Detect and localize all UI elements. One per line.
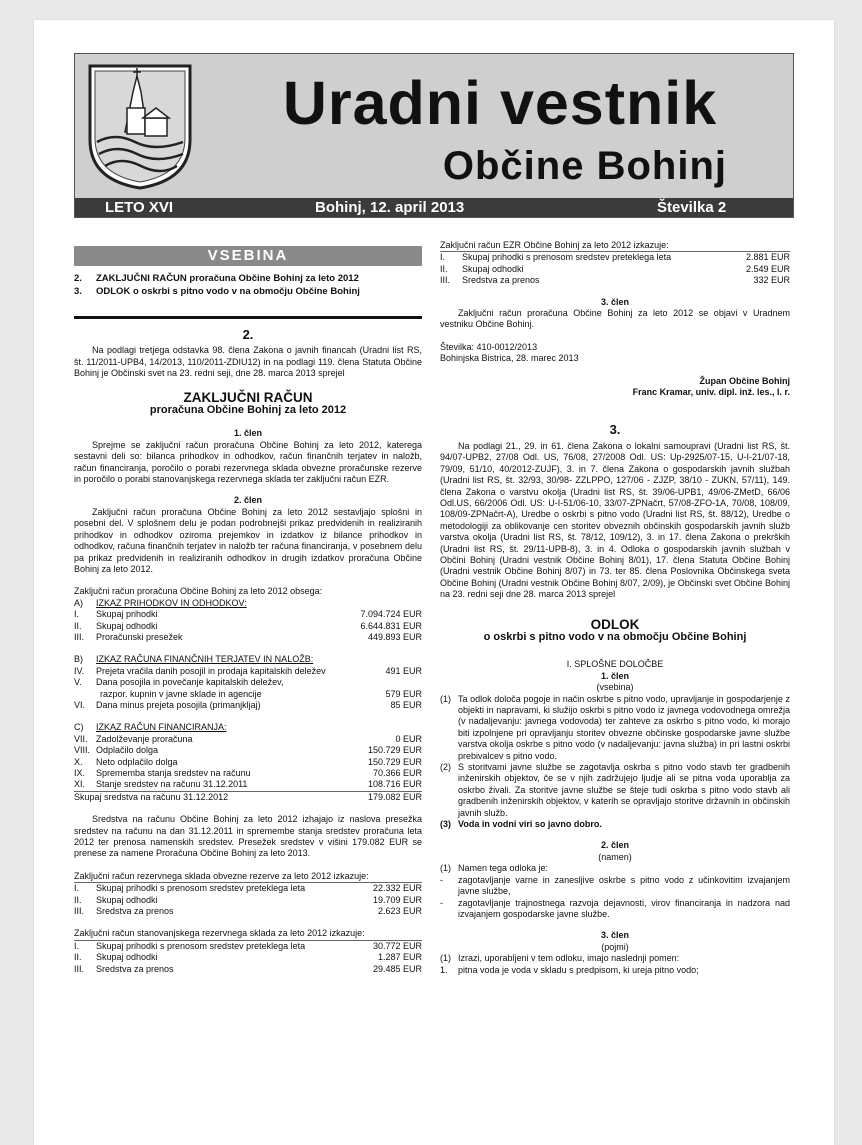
list-text: Voda in vodni viri so javno dobro. xyxy=(458,819,602,830)
row-key: IX. xyxy=(74,768,86,778)
table-row xyxy=(74,609,422,620)
list-text: zagotavljanje varne in zanesljive oskrbe s pitno vodo z učinkovitim izvajanjem javne službe, xyxy=(458,874,790,897)
row-key: X. xyxy=(74,756,83,767)
table-row xyxy=(74,952,422,963)
masthead-bar xyxy=(75,198,793,217)
article-heading: 3. člen xyxy=(600,930,629,941)
row-label: razpor. kupnin v javne sklade in agencije xyxy=(100,688,262,699)
article-subheading: (namen) xyxy=(598,851,632,862)
list-item xyxy=(440,694,790,762)
row-value: 1.287 EUR xyxy=(377,952,422,963)
row-label: Sredstva za prenos xyxy=(462,275,540,286)
rezerva-intro: Zaključni račun rezervnega sklada obvezne rezerve za leto 2012 izkazuje: xyxy=(74,871,422,883)
table-row xyxy=(440,264,790,275)
row-label: Skupaj odhodki xyxy=(96,620,158,631)
masthead-date: Bohinj, 12. april 2013 xyxy=(315,199,465,216)
list-text: S storitvami javne službe se zagotavlja oskrba s pitno vodo stavb ter gradbenih inženirskih objektov, če se v njih zadržujejo ljudje ali se pitna voda uporablja za oskrbo živali. Za storitve javne službe se šteje tudi oskrba s pitno vodo stavb ali gradbenih inženirskih objektov, v katerih se opravljajo storitve državnih in občinskih javnih služb. xyxy=(458,762,790,818)
table-row xyxy=(74,964,422,975)
contents-item-text: ODLOK o oskrbi s pitno vodo v na območju Občine Bohinj xyxy=(96,286,360,297)
row-label: Skupaj odhodki xyxy=(96,894,158,905)
row-value: 579 EUR xyxy=(385,688,422,699)
coat-of-arms-icon xyxy=(85,62,195,190)
section-label: IZKAZ PRIHODKOV IN ODHODKOV: xyxy=(96,597,247,608)
section-heading xyxy=(74,654,422,665)
row-label: Skupaj prihodki s prenosom sredstev preteklega leta xyxy=(96,940,306,951)
article-heading: 2. člen xyxy=(233,495,262,506)
row-label: Skupaj odhodki xyxy=(462,263,524,274)
contents-list xyxy=(74,272,422,298)
table-row xyxy=(74,895,422,906)
row-value: 150.729 EUR xyxy=(367,745,422,756)
total-label: Skupaj sredstva na računu 31.12.2012 xyxy=(74,791,229,802)
ezr-intro: Zaključni račun EZR Občine Bohinj za leto 2012 izkazuje: xyxy=(440,240,790,252)
left-column xyxy=(74,222,422,975)
row-value: 30.772 EUR xyxy=(372,940,422,951)
row-label: Stanje sredstev na računu 31.12.2011 xyxy=(96,779,248,790)
right-column xyxy=(440,240,790,976)
total-value: 179.082 EUR xyxy=(367,791,422,802)
document-title: ZAKLJUČNI RAČUN xyxy=(183,389,313,405)
list-text: pitna voda je voda v skladu s predpisom, ki ureja pitno vodo; xyxy=(458,964,699,975)
list-key: (3) xyxy=(440,819,451,830)
masthead-subtitle: Občine Bohinj xyxy=(442,144,727,188)
masthead-issue: Številka 2 xyxy=(657,199,727,216)
table-row xyxy=(74,689,422,700)
masthead xyxy=(74,53,794,218)
list-item: (1) Izrazi, uporabljeni v tem odloku, imajo naslednji pomen: xyxy=(440,953,790,964)
document-subtitle: o oskrbi s pitno vodo v na območju Občine Bohinj xyxy=(483,630,747,643)
list-key: (2) xyxy=(440,762,451,773)
section-heading xyxy=(74,722,422,733)
section-key: B) xyxy=(74,654,83,665)
row-value: 449.893 EUR xyxy=(367,631,422,642)
list-item xyxy=(440,762,790,819)
kraj-datum: Bohinjska Bistrica, 28. marec 2013 xyxy=(440,353,579,364)
document-number: 3. xyxy=(609,422,621,438)
list-text: Namen tega odloka je: xyxy=(458,863,549,874)
table-row xyxy=(74,621,422,632)
row-value: 2.623 EUR xyxy=(377,906,422,917)
table-row xyxy=(74,632,422,643)
row-key: II. xyxy=(440,263,448,274)
row-key: III. xyxy=(74,906,85,917)
table-row xyxy=(74,757,422,768)
contents-heading: VSEBINA xyxy=(74,246,422,266)
row-value: 22.332 EUR xyxy=(372,883,422,894)
list-item xyxy=(440,898,790,921)
row-value: 0 EUR xyxy=(395,733,422,744)
obsega-text: Zaključni račun proračuna Občine Bohinj za leto 2012 obsega: xyxy=(74,586,323,597)
row-key: VII. xyxy=(74,733,88,744)
article-heading: 1. člen xyxy=(600,670,629,681)
row-key: I. xyxy=(440,252,446,263)
document-number: 2. xyxy=(242,327,254,342)
section-label: IZKAZ RAČUN FINANCIRANJA: xyxy=(96,722,227,733)
table-row xyxy=(74,906,422,917)
row-label: Skupaj prihodki xyxy=(96,609,158,620)
row-key: III. xyxy=(74,963,85,974)
section-key: A) xyxy=(74,597,83,608)
list-text: zagotavljanje trajnostnega razvoja dejavnosti, virov financiranja in nadzora nad izvajanjem gospodarske javne službe. xyxy=(458,897,790,919)
row-label: Skupaj prihodki s prenosom sredstev preteklega leta xyxy=(462,252,672,263)
masthead-title: Uradni vestnik xyxy=(282,69,718,137)
row-key: VI. xyxy=(74,699,86,710)
list-text: Ta odlok določa pogoje in način oskrbe s pitno vodo, upravljanje in gospodarjenje z objekti in napravami, ki služijo oskrbi s pitno vodo iz javnega vodovodnega omrežja (v nadaljevanju: javnega vodovoda) ter zahteve za oskrbo s pitno vodo, ki morajo biti izpolnjene pri opravljanju storitev obvezne občinske gospodarske javne službe varstva okolja oskrbe s pitno vodo (v nadaljevanju: javna služba) in pri lastni oskrbi prebivalcev s pitno vodo. xyxy=(458,693,790,761)
row-label: Skupaj odhodki xyxy=(96,952,158,963)
row-value: 85 EUR xyxy=(390,699,422,710)
list-item xyxy=(440,819,790,830)
row-key: I. xyxy=(74,940,80,951)
row-key: IV. xyxy=(74,665,85,676)
table-row xyxy=(74,768,422,779)
table-row xyxy=(440,275,790,286)
row-key: I. xyxy=(74,883,80,894)
stevilka: Številka: 410-0012/2013 xyxy=(440,341,538,352)
contents-item-number: 3. xyxy=(74,286,82,297)
row-label: Neto odplačilo dolga xyxy=(96,756,178,767)
row-label: Skupaj prihodki s prenosom sredstev preteklega leta xyxy=(96,883,306,894)
article-text: Sprejme se zaključni račun proračuna Občine Bohinj za leto 2012, katerega sestavni deli so: bilanca prihodkov in odhodkov, račun finančnih terjatev in naložb, račun financiranja, poročilo o porabi rezervnega sklada obvezne proračunske rezerve in poročilo o porabi stanovanjskega rezervnega sklada ter zaključni račun EZR. xyxy=(74,439,422,485)
chapter-heading: I. SPLOŠNE DOLOČBE xyxy=(566,659,664,670)
divider xyxy=(74,316,422,319)
row-value: 491 EUR xyxy=(385,665,422,676)
list-item: (1) Namen tega odloka je: xyxy=(440,863,790,874)
row-value: 2.549 EUR xyxy=(745,263,790,274)
contents-item xyxy=(74,285,422,298)
contents-item xyxy=(74,272,422,285)
article-text: Zaključni račun proračuna Občine Bohinj za leto 2012 sestavljajo splošni in posebni del. V splošnem delu je podan podrobnejši prikaz predvidenih in realiziranih prihodkov in odhodkov oziroma prejemkov in izdatkov iz bilance prihodkov in odhodkov, računa finančnih terjatev in naložb ter računa financiranja, v posebnem delu pa prikaz predvidenih in realiziranih odhodkov in drugih izdatkov proračuna Občine Bohinj za leto 2012. xyxy=(74,506,422,574)
row-key: I. xyxy=(74,609,80,620)
list-key: 1. xyxy=(440,964,448,975)
signature-title: Župan Občine Bohinj xyxy=(699,375,790,386)
table-row xyxy=(74,779,422,790)
row-label: Odplačilo dolga xyxy=(96,745,159,756)
list-item xyxy=(440,965,790,976)
article-heading: 2. člen xyxy=(600,840,629,851)
signature-name: Franc Kramar, univ. dipl. inž. les., l. r. xyxy=(632,387,790,398)
table-row xyxy=(440,252,790,263)
row-key: II. xyxy=(74,952,82,963)
table-row xyxy=(74,883,422,894)
table-row xyxy=(74,666,422,677)
article-subheading: (vsebina) xyxy=(596,682,634,693)
row-value: 6.644.831 EUR xyxy=(360,620,422,631)
preamble: Na podlagi 21., 29. in 61. člena Zakona o lokalni samoupravi (Uradni list RS, št. 94/07-UPB2, 27/08 Odl. US, 76/08, 27/2008 Odl. US: Up-2925/07-15, U-I-21/07-18, 79/09, 51/10, 40/2012-ZUJF), 3. in 7. člena Zakona o gospodarskih javnih službah (Uradni list RS, št. 32/93, 30/98- ZZLPPO, 127/06 - ZJZP, 38/10 - ZUKN, 57/11), 149. člena Zakona o varstvu okolja (Uradni list RS, št. 39/06-UPB1, 49/06-ZMetD, 66/06 Odl.US, 66/2006 Odl. US: U-I-51/06-10, 33/07-ZPNačrt, 57/08-ZFO-1A, 70/08, 108/09, 108/09-ZPNačrt-A), Uredbe o oskrbi s pitno vodo (Uradni list RS, št. 88/12), Uredbe o metodologiji za oblikovanje cen storitev obveznih občinskih gospodarskih javnih služb varstva okolja (Uradni list RS, št. 78/12, 109/12), 3. in 17. člena Zakona o prekrških (Uradni list RS, št. 29/11-UPB-8), 3. in 4. Odloka o gospodarskih javnih službah v Občini Bohinj (Uradni vestnik Občine Bohinj 8/01), 17. člena Statuta Občine Bohinj (Uradni vestnik Občine Bohinj 8/07) in 73. ter 85. člena Poslovnika Občinskega sveta Občine Bohinj (Uradni vestnik Občine Bohinj 8/07, 2/09), je Občinski svet Občine Bohinj na 23. redni seji dne 28. marca 2013 sprejel xyxy=(440,440,790,600)
table-row xyxy=(74,677,422,688)
row-value: 7.094.724 EUR xyxy=(360,609,422,620)
table-row xyxy=(74,745,422,756)
article-heading: 1. člen xyxy=(233,428,262,439)
row-key xyxy=(74,689,96,700)
row-label: Zadolževanje proračuna xyxy=(96,733,193,744)
article-subheading: (pojmi) xyxy=(601,941,629,952)
sredstva-text: Sredstva na računu Občine Bohinj za leto 2012 izhajajo iz naslova presežka sredstev na računu na dan 31.12.2011 in spremembe stanja sredstev proračuna leta 2012 ter prenosa namenskih sredstev. Presežek sredstev v višini 179.082 EUR se prenese za namene Proračuna Občine Bohinj za leto 2013. xyxy=(74,814,422,859)
preamble: Na podlagi tretjega odstavka 98. člena Zakona o javnih financah (Uradni list RS, št. 11/2011-UPB4, 14/2013, 110/2011-ZDIU12) in na podlagi 119. člena Statuta Občine Bohinj je Občinski svet na 23. redni seji, dne 28. marca 2013 sprejel xyxy=(74,345,422,379)
stanovanjski-intro: Zaključni račun stanovanjskega rezervnega sklada za leto 2012 izkazuje: xyxy=(74,928,422,940)
row-key: XI. xyxy=(74,779,86,790)
table-row xyxy=(74,700,422,711)
article-heading: 3. člen xyxy=(600,296,629,307)
row-value: 29.485 EUR xyxy=(372,963,422,974)
row-label: Sprememba stanja sredstev na računu xyxy=(96,768,251,778)
section-label: IZKAZ RAČUNA FINANČNIH TERJATEV IN NALOŽB: xyxy=(96,654,314,665)
article-text: Zaključni račun proračuna Občine Bohinj za leto 2012 se objavi v Uradnem vestniku Občine Bohinj. xyxy=(440,308,790,330)
row-value xyxy=(332,677,422,688)
document-title: ODLOK xyxy=(590,616,640,632)
row-label: Dana minus prejeta posojila (primanjkljaj) xyxy=(96,699,261,710)
document-subtitle: proračuna Občine Bohinj za leto 2012 xyxy=(149,404,347,417)
row-key: III. xyxy=(440,275,451,286)
row-value: 332 EUR xyxy=(753,275,790,286)
row-key: V. xyxy=(74,677,82,688)
row-key: II. xyxy=(74,620,82,631)
row-value: 70.366 EUR xyxy=(372,768,422,778)
row-key: II. xyxy=(74,894,82,905)
contents-item-number: 2. xyxy=(74,273,82,284)
table-row xyxy=(74,734,422,745)
contents-item-text: ZAKLJUČNI RAČUN proračuna Občine Bohinj za leto 2012 xyxy=(96,273,359,284)
row-value: 108.716 EUR xyxy=(367,779,422,790)
row-label: Sredstva za prenos xyxy=(96,906,174,917)
masthead-year: LETO XVI xyxy=(105,199,174,216)
row-label: Prejeta vračila danih posojil in prodaja kapitalskih deležev xyxy=(96,665,326,676)
total-row xyxy=(74,791,422,803)
section-key: C) xyxy=(74,722,84,733)
list-text: Izrazi, uporabljeni v tem odloku, imajo naslednji pomen: xyxy=(458,953,680,964)
row-label: Proračunski presežek xyxy=(96,631,183,642)
list-key: (1) xyxy=(440,693,451,704)
list-key: - xyxy=(440,874,443,885)
row-key: III. xyxy=(74,631,85,642)
row-key: VIII. xyxy=(74,745,91,756)
row-label: Sredstva za prenos xyxy=(96,963,174,974)
row-value: 19.709 EUR xyxy=(372,894,422,905)
row-value: 2.881 EUR xyxy=(745,252,790,263)
table-row xyxy=(74,941,422,952)
list-item xyxy=(440,875,790,898)
row-label: Dana posojila in povečanje kapitalskih deležev, xyxy=(96,677,284,688)
list-key: - xyxy=(440,897,443,908)
section-heading xyxy=(74,598,422,609)
row-value: 150.729 EUR xyxy=(367,756,422,767)
